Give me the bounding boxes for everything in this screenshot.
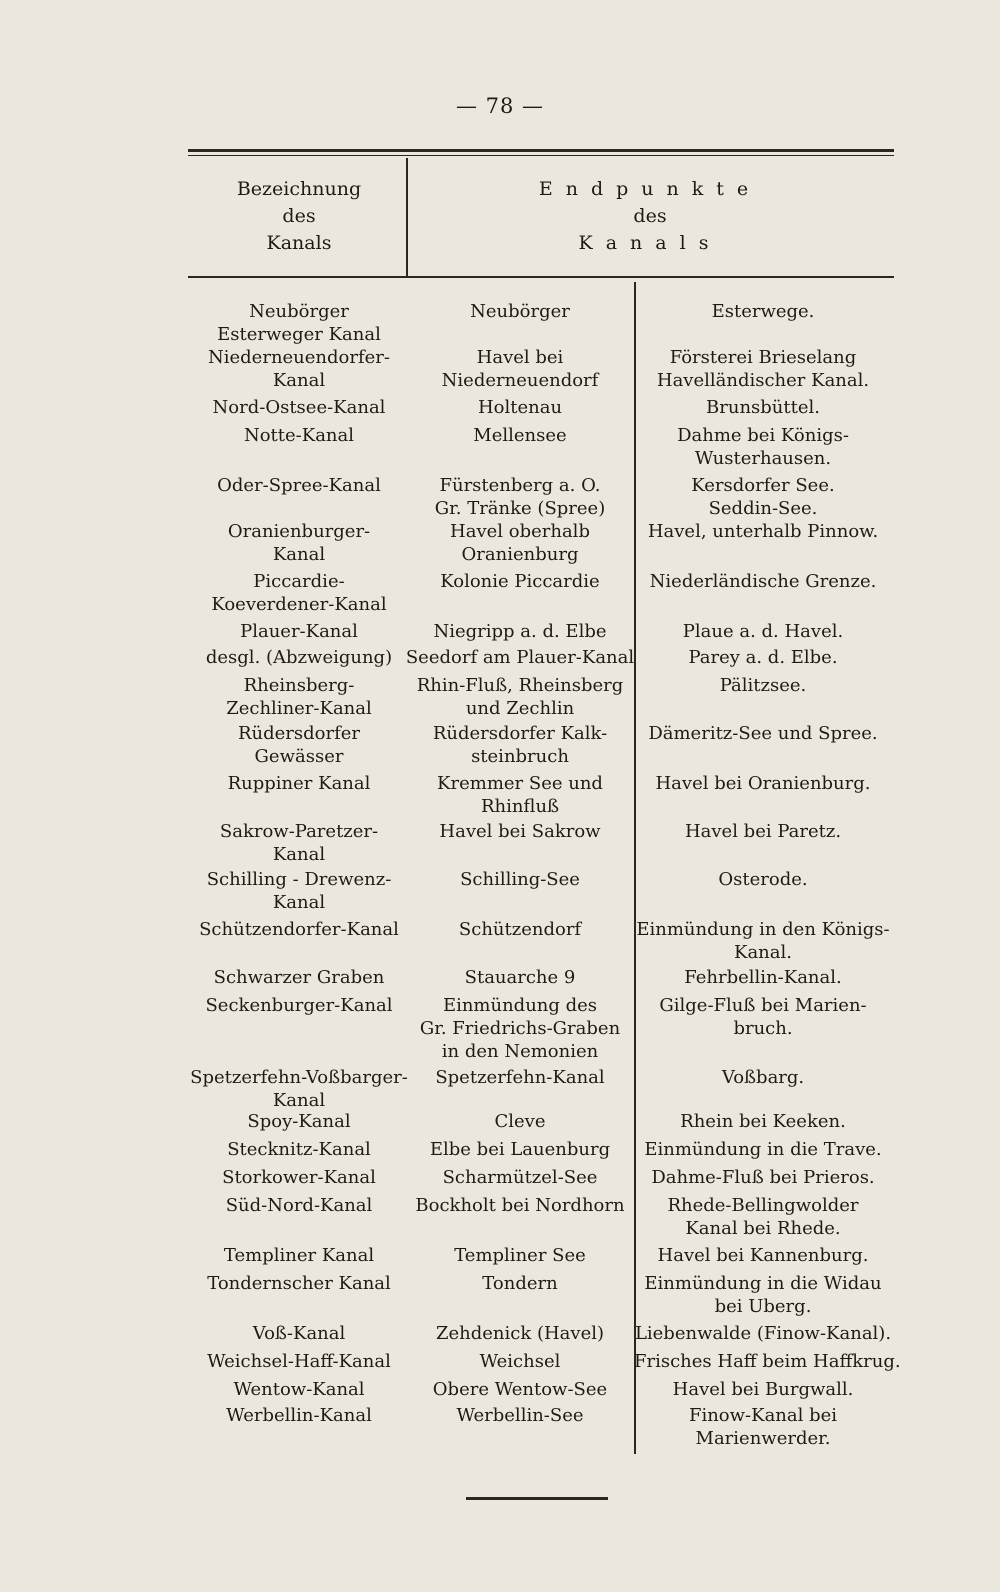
cell-line: Einmündung des [442, 995, 598, 1016]
canal-name-cell [188, 1272, 410, 1295]
cell-line: Niederländische Grenze. [649, 571, 877, 592]
start-point-cell [405, 1166, 635, 1189]
canal-name-cell [188, 424, 410, 447]
cell-line: Weichsel [479, 1351, 561, 1372]
header-endpoints-line: Endpunkte [538, 178, 762, 200]
end-point-cell [634, 1166, 892, 1189]
canal-name-cell [188, 1138, 410, 1161]
start-point-cell [405, 1322, 635, 1345]
cell-line: Havel oberhalb [450, 521, 590, 542]
cell-line: Kanal [272, 544, 326, 565]
cell-line: Werbellin-See [456, 1405, 584, 1426]
cell-line: Gr. Tränke (Spree) [434, 498, 606, 519]
canal-name-cell [188, 674, 410, 720]
header-designation-line: Kanals [266, 232, 332, 254]
end-point-cell [634, 396, 892, 419]
cell-line: Dahme-Fluß bei Prieros. [651, 1167, 875, 1188]
cell-line: Oranienburger- [227, 521, 371, 542]
cell-line: Plaue a. d. Havel. [682, 621, 844, 642]
end-point-cell [634, 646, 892, 669]
cell-line: desgl. (Abzweigung) [205, 647, 393, 668]
cell-line: Kremmer See und [437, 773, 603, 794]
end-point-cell [634, 1138, 892, 1161]
cell-line: Templiner Kanal [223, 1245, 375, 1266]
canal-name-cell [188, 772, 410, 795]
cell-line: Schützendorf [458, 919, 582, 940]
end-point-cell [634, 1244, 892, 1267]
cell-line: Havel bei Burgwall. [672, 1379, 854, 1400]
cell-line: Einmündung in die Trave. [644, 1139, 882, 1160]
cell-line: Rheinsberg- [243, 675, 355, 696]
cell-line: Templiner See [454, 1245, 586, 1266]
cell-line: Spetzerfehn-Voßbarger- [190, 1067, 408, 1088]
canal-name-cell [188, 646, 410, 669]
header-column-divider [406, 158, 408, 276]
cell-line: Rhin-Fluß, Rheinsberg [416, 675, 624, 696]
cell-line: Stauarche 9 [464, 967, 576, 988]
start-point-cell [405, 674, 635, 720]
start-point-cell [405, 346, 635, 392]
canal-name-cell [188, 1194, 410, 1217]
cell-line: Schilling-See [460, 869, 580, 890]
cell-line: Schützendorfer-Kanal [199, 919, 399, 940]
cell-line: Neubörger [249, 301, 349, 322]
canal-name-cell [188, 994, 410, 1017]
canal-name-cell [188, 918, 410, 941]
cell-line: Stecknitz-Kanal [227, 1139, 371, 1160]
cell-line: Koeverdener-Kanal [211, 594, 387, 615]
cell-line: Wusterhausen. [694, 448, 832, 469]
cell-line: Rüdersdorfer [237, 723, 361, 744]
cell-line: bruch. [733, 1018, 793, 1039]
start-point-cell [405, 300, 635, 323]
top-rule-thin [188, 155, 894, 156]
end-point-cell [634, 966, 892, 989]
closing-rule [466, 1497, 608, 1500]
cell-line: Zehdenick (Havel) [435, 1323, 605, 1344]
start-point-cell [405, 772, 635, 818]
end-point-cell [634, 868, 892, 891]
cell-line: Havel bei Oranienburg. [655, 773, 871, 794]
cell-line: Kanal [272, 892, 326, 913]
start-point-cell [405, 994, 635, 1063]
cell-line: in den Nemonien [441, 1041, 599, 1062]
cell-line: Niegripp a. d. Elbe [433, 621, 607, 642]
end-point-cell [634, 1322, 892, 1345]
end-point-cell [634, 1378, 892, 1401]
cell-line: Gilge-Fluß bei Marien- [659, 995, 867, 1016]
cell-line: Piccardie- [253, 571, 345, 592]
canal-name-cell [188, 1322, 410, 1345]
top-rule [188, 149, 894, 152]
cell-line: Seedorf am Plauer-Kanal [405, 647, 635, 668]
end-point-cell [634, 300, 892, 323]
header-endpoints-line: des [633, 205, 667, 227]
cell-line: Oder-Spree-Kanal [217, 475, 381, 496]
cell-line: Rhein bei Keeken. [680, 1111, 846, 1132]
end-point-cell [634, 520, 892, 543]
cell-line: Fürstenberg a. O. [439, 475, 601, 496]
cell-line: Havel bei Paretz. [684, 821, 842, 842]
cell-line: Rhede-Bellingwolder [667, 1195, 859, 1216]
header-designation [188, 176, 410, 257]
start-point-cell [405, 918, 635, 941]
cell-line: Marienwerder. [695, 1428, 831, 1449]
canal-name-cell [188, 396, 410, 419]
cell-line: Niederneuendorfer- [208, 347, 390, 368]
end-point-cell [634, 620, 892, 643]
cell-line: Zechliner-Kanal [226, 698, 372, 719]
start-point-cell [405, 1378, 635, 1401]
cell-line: Süd-Nord-Kanal [225, 1195, 373, 1216]
page-number: — 78 — [455, 94, 545, 118]
end-point-cell [634, 820, 892, 843]
end-point-cell [634, 1194, 892, 1240]
cell-line: Seddin-See. [708, 498, 818, 519]
canal-name-cell [188, 868, 410, 914]
canal-name-cell [188, 1350, 410, 1373]
cell-line: Finow-Kanal bei [688, 1405, 838, 1426]
cell-line: Schwarzer Graben [213, 967, 385, 988]
cell-line: Cleve [494, 1111, 546, 1132]
cell-line: Holtenau [477, 397, 563, 418]
end-point-cell [634, 1272, 892, 1318]
cell-line: Fehrbellin-Kanal. [684, 967, 842, 988]
cell-line: Havel bei [476, 347, 564, 368]
start-point-cell [405, 474, 635, 520]
start-point-cell [405, 1110, 635, 1133]
cell-line: Rhinfluß [480, 796, 560, 817]
end-point-cell [634, 1066, 892, 1089]
cell-line: Kanal [272, 844, 326, 865]
cell-line: Tondern [482, 1273, 558, 1294]
cell-line: Spetzerfehn-Kanal [435, 1067, 605, 1088]
cell-line: Esterwege. [711, 301, 815, 322]
cell-line: Spoy-Kanal [247, 1111, 351, 1132]
cell-line: Weichsel-Haff-Kanal [207, 1351, 391, 1372]
cell-line: Dämeritz-See und Spree. [648, 723, 878, 744]
canal-name-cell [188, 520, 410, 566]
cell-line: Obere Wentow-See [432, 1379, 608, 1400]
canal-name-cell [188, 1066, 410, 1112]
header-rule [188, 276, 894, 278]
canal-name-cell [188, 300, 410, 346]
canal-name-cell [188, 1244, 410, 1267]
cell-line: Notte-Kanal [243, 425, 355, 446]
header-endpoints-line: Kanals [578, 232, 722, 254]
cell-line: Einmündung in die Widau [644, 1273, 882, 1294]
cell-line: Kanal [272, 1090, 326, 1111]
cell-line: Ruppiner Kanal [227, 773, 371, 794]
cell-line: Voß-Kanal [252, 1323, 346, 1344]
cell-line: Storkower-Kanal [222, 1167, 376, 1188]
cell-line: Mellensee [473, 425, 567, 446]
end-point-cell [634, 346, 892, 392]
canal-name-cell [188, 1404, 410, 1427]
start-point-cell [405, 1244, 635, 1267]
end-point-cell [634, 424, 892, 470]
cell-line: Pälitzsee. [719, 675, 807, 696]
cell-line: Havel bei Sakrow [439, 821, 601, 842]
cell-line: Gr. Friedrichs-Graben [419, 1018, 621, 1039]
cell-line: Elbe bei Lauenburg [429, 1139, 611, 1160]
start-point-cell [405, 424, 635, 447]
cell-line: Kanal. [734, 942, 792, 963]
start-point-cell [405, 1066, 635, 1089]
cell-line: bei Uberg. [714, 1296, 812, 1317]
canal-name-cell [188, 1166, 410, 1189]
cell-line: Kanal [272, 370, 326, 391]
cell-line: Sakrow-Paretzer- [219, 821, 379, 842]
canal-name-cell [188, 474, 410, 497]
start-point-cell [405, 1138, 635, 1161]
start-point-cell [405, 868, 635, 891]
end-point-cell [634, 1350, 901, 1373]
start-point-cell [405, 646, 635, 669]
cell-line: steinbruch [471, 746, 569, 767]
cell-line: und Zechlin [465, 698, 575, 719]
canal-name-cell [188, 1378, 410, 1401]
cell-line: Kersdorfer See. [691, 475, 835, 496]
canal-name-cell [188, 570, 410, 616]
start-point-cell [405, 1404, 635, 1427]
cell-line: Wentow-Kanal [233, 1379, 365, 1400]
cell-line: Brunsbüttel. [706, 397, 820, 418]
cell-line: Werbellin-Kanal [226, 1405, 372, 1426]
cell-line: Havel bei Kannenburg. [657, 1245, 869, 1266]
end-point-cell [634, 674, 892, 697]
cell-line: Plauer-Kanal [240, 621, 358, 642]
cell-line: Dahme bei Königs- [677, 425, 849, 446]
end-point-cell [634, 722, 892, 745]
end-point-cell [634, 994, 892, 1040]
cell-line: Nord-Ostsee-Kanal [212, 397, 386, 418]
start-point-cell [405, 820, 635, 843]
cell-line: Seckenburger-Kanal [205, 995, 393, 1016]
start-point-cell [405, 396, 635, 419]
canal-name-cell [188, 966, 410, 989]
cell-line: Neubörger [470, 301, 570, 322]
canal-name-cell [188, 820, 410, 866]
end-point-cell [634, 772, 892, 795]
cell-line: Liebenwalde (Finow-Kanal). [634, 1323, 892, 1344]
start-point-cell [405, 966, 635, 989]
cell-line: Parey a. d. Elbe. [688, 647, 838, 668]
cell-line: Niederneuendorf [441, 370, 599, 391]
end-point-cell [634, 1404, 892, 1450]
end-point-cell [634, 1110, 892, 1133]
cell-line: Bockholt bei Nordhorn [415, 1195, 625, 1216]
cell-line: Försterei Brieselang [669, 347, 857, 368]
start-point-cell [405, 1272, 635, 1295]
cell-line: Einmündung in den Königs- [636, 919, 890, 940]
cell-line: Kolonie Piccardie [440, 571, 600, 592]
end-point-cell [634, 474, 892, 520]
canal-name-cell [188, 1110, 410, 1133]
end-point-cell [634, 570, 892, 593]
start-point-cell [405, 570, 635, 593]
cell-line: Voßbarg. [721, 1067, 805, 1088]
cell-line: Kanal bei Rhede. [685, 1218, 841, 1239]
cell-line: Frisches Haff beim Haffkrug. [634, 1351, 901, 1372]
start-point-cell [405, 722, 635, 768]
start-point-cell [405, 1194, 635, 1217]
cell-line: Oranienburg [461, 544, 579, 565]
start-point-cell [405, 520, 635, 566]
cell-line: Rüdersdorfer Kalk- [432, 723, 608, 744]
cell-line: Osterode. [718, 869, 808, 890]
canal-name-cell [188, 620, 410, 643]
cell-line: Esterweger Kanal [217, 324, 381, 345]
header-endpoints [406, 176, 894, 257]
cell-line: Havelländischer Kanal. [656, 370, 870, 391]
cell-line: Gewässer [254, 746, 344, 767]
cell-line: Tondernscher Kanal [207, 1273, 391, 1294]
cell-line: Scharmützel-See [442, 1167, 598, 1188]
start-point-cell [405, 1350, 635, 1373]
start-point-cell [405, 620, 635, 643]
canal-name-cell [188, 722, 410, 768]
canal-name-cell [188, 346, 410, 392]
header-designation-line: Bezeichnung [236, 178, 362, 200]
cell-line: Schilling - Drewenz- [206, 869, 392, 890]
end-point-cell [634, 918, 892, 964]
cell-line: Havel, unterhalb Pinnow. [647, 521, 879, 542]
header-designation-line: des [282, 205, 316, 227]
